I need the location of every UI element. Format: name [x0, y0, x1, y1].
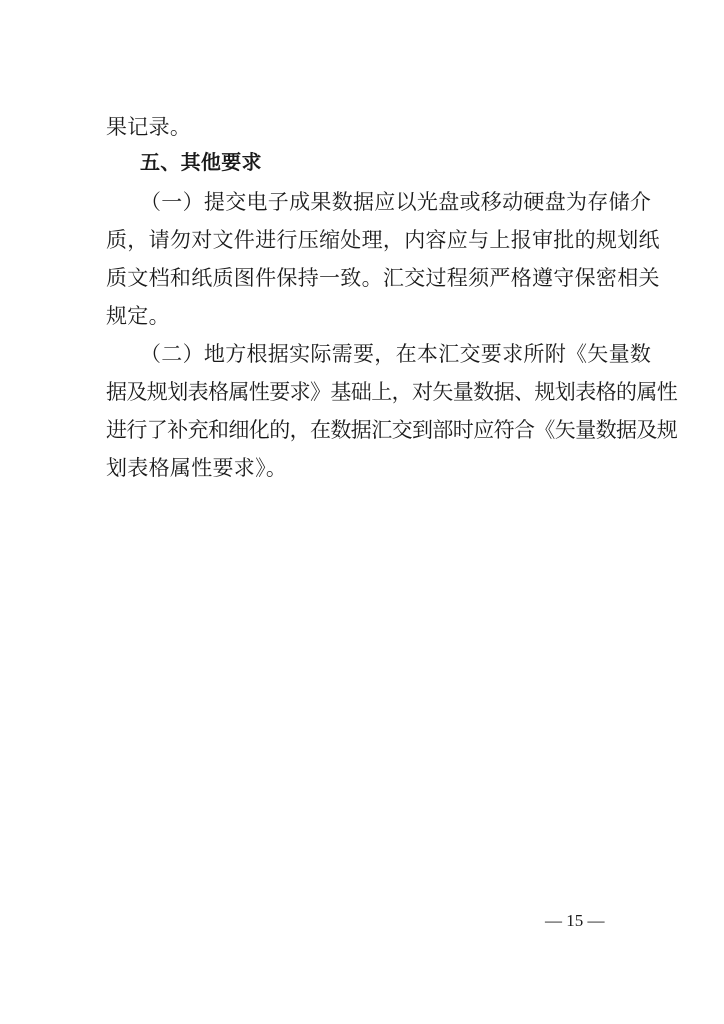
- paragraph-2-line-4: 划表格属性要求》。: [106, 456, 288, 480]
- paragraph-1-line-4: 规定。: [106, 304, 170, 328]
- paragraph-2-line-3: 进行了补充和细化的，在数据汇交到部时应符合《矢量数据及规: [106, 418, 678, 442]
- paragraph-2-line-1: （二）地方根据实际需要，在本汇交要求所附《矢量数: [140, 342, 652, 366]
- paragraph-1-line-1: （一）提交电子成果数据应以光盘或移动硬盘为存储介: [140, 190, 652, 214]
- page-number: — 15 —: [545, 911, 605, 930]
- paragraph-1-line-2: 质，请勿对文件进行压缩处理，内容应与上报审批的规划纸: [106, 228, 660, 252]
- paragraph-1-line-3: 质文档和纸质图件保持一致。汇交过程须严格遵守保密相关: [106, 266, 660, 290]
- paragraph-2-line-2: 据及规划表格属性要求》基础上，对矢量数据、规划表格的属性: [106, 380, 678, 404]
- paragraph-continuation-line: 果记录。: [106, 115, 192, 139]
- section-heading: 五、其他要求: [140, 150, 262, 174]
